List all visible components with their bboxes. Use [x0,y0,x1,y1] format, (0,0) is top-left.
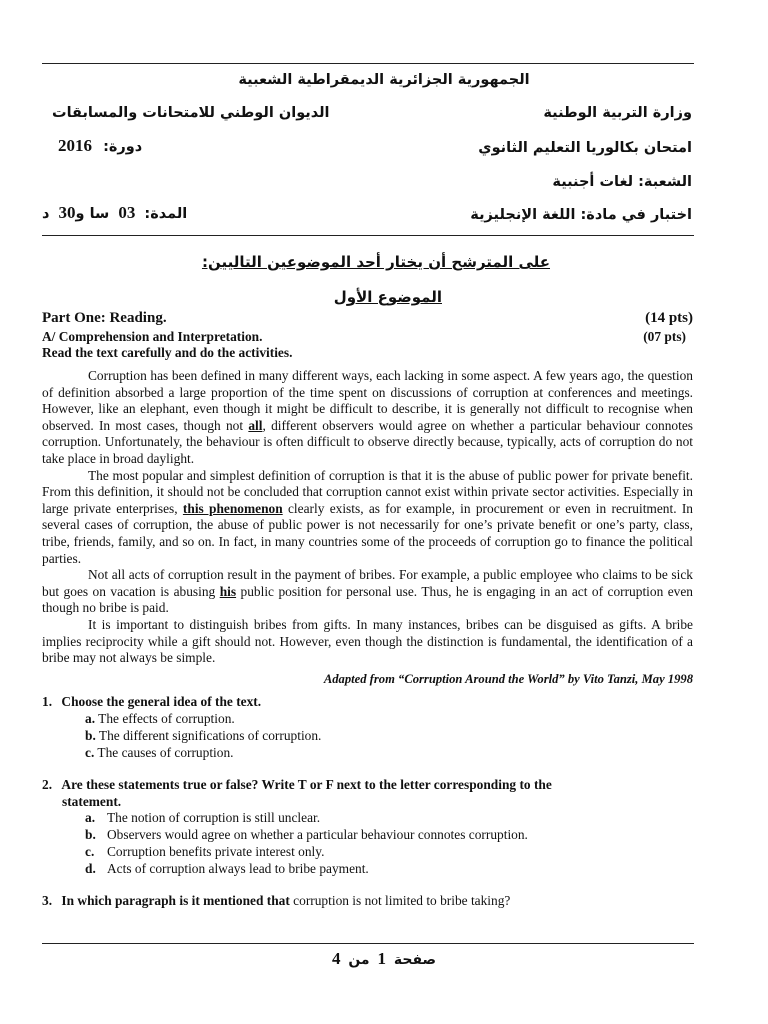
page-label: صفحة [393,952,437,968]
p2-text-a: The most popular and simplest definition of corruption is that it is the abuse of public power for private benefit. From this definition, it should not be concluded that corruption cannot exist within private sector activities. Especially in large private enterprises, [42,467,693,516]
q1-option-c [85,745,234,762]
option-letter: b. [85,728,96,743]
option-text: The different significations of corruption. [98,728,322,743]
ministry-name: وزارة التربية الوطنية [543,105,692,121]
duration-minutes: 30 [58,203,76,222]
part-one-title: Part One: Reading. [42,310,167,326]
paragraph-2 [42,468,693,568]
session-year: 2016 [58,136,92,155]
q2-text-line2: statement. [62,794,122,809]
exam-name: امتحان بكالوريا التعليم الثانوي [478,140,692,156]
question-1 [42,694,261,710]
page-total: 4 [331,949,341,968]
p1-text-b: , different observers would agree on whether a particular behaviour connotes corruption. Unfortunately, the behaviour is often difficult to observe directly because, typically, acts of corruption do not take place in broad daylight. [42,417,693,466]
option-letter: a. [85,711,96,726]
p3-text-a: Not all acts of corruption result in the payment of bribes. For example, a public employee who claims to be sick but goes on vacation is abusing [42,567,693,599]
session-label: دورة: [103,139,143,155]
option-text: Corruption benefits private interest only. [107,844,325,859]
of-label: من [348,952,370,968]
option-text: Acts of corruption always lead to bribe payment. [107,861,369,876]
duration [42,204,187,223]
q2-option-c [85,844,324,861]
option-letter: c. [85,844,95,859]
page-number: 1 [377,949,386,968]
source-citation: Adapted from “Corruption Around the World” by Vito Tanzi, May 1998 [323,672,693,686]
read-instruction: Read the text carefully and do the activities. [42,345,293,360]
q3-number: 3. [42,893,53,908]
question-2 [42,777,552,793]
subject: اختبار في مادة: اللغة الإنجليزية [470,207,692,223]
exam-office-name: الديوان الوطني للامتحانات والمسابقات [52,105,330,121]
option-letter: d. [85,861,96,876]
p2-highlight-phenomenon: this phenomenon [182,500,283,516]
p1-text-a: Corruption has been defined in many different ways, each lacking in some aspect. A few years ago, the question of definition absorbed a large proportion of the time spent on discussions of corruption at conferences and meetings. However, like an elephant, even though it might be difficult to describe, it is generally not difficult to recognise when observed. In most cases, though not [42,368,693,433]
session [58,137,142,156]
q2-option-d [85,861,369,878]
header-rule [42,235,694,236]
section-a-title: A/ Comprehension and Interpretation. [42,329,263,344]
q2-option-a [85,810,320,827]
topic-title: الموضوع الأول [333,288,442,306]
paragraph-3 [42,567,693,617]
branch: الشعبة: لغات أجنبية [552,174,692,190]
q1-option-b [85,728,321,745]
p3-highlight-his: his [219,583,237,599]
duration-hours: 03 [118,203,136,222]
page-footer [0,950,768,969]
option-letter: a. [85,810,96,825]
top-rule [42,63,694,64]
paragraph-4: It is important to distinguish bribes from gifts. In many instances, bribes can be disguised as gifts. A bribe implies reciprocity while a gift should not. However, even though the distinction is fundamental, the identification of a bribe may not always be simple. [42,616,693,666]
p1-highlight-all: all [248,417,263,433]
option-text: The effects of corruption. [98,711,235,726]
part-one-points: (14 pts) [645,310,693,326]
option-text: The notion of corruption is still unclear. [107,810,321,825]
option-text: Observers would agree on whether a particular behaviour connotes corruption. [107,827,528,842]
p3-text-b: public position for personal use. Thus, he is engaging in an act of corruption even though no bribe is paid. [42,583,693,616]
republic-title: الجمهورية الجزائرية الديمقراطية الشعبية [238,72,530,88]
option-text: The causes of corruption. [97,745,234,760]
q1-number: 1. [42,694,53,709]
duration-minutes-unit: د [42,206,50,222]
duration-label: المدة: [144,206,188,222]
q2-number: 2. [42,777,53,792]
q2-option-b [85,827,528,844]
choice-instruction: على المترشح أن يختار أحد الموضوعين التاليين: [201,253,550,271]
option-letter: b. [85,827,96,842]
option-letter: c. [85,745,95,760]
section-a-points: (07 pts) [643,329,686,344]
q1-text: Choose the general idea of the text. [61,694,262,709]
q2-text-line1: Are these statements true or false? Write T or F next to the letter corresponding to the [61,777,552,792]
reading-passage [42,368,693,667]
q1-option-a [85,711,235,728]
p2-text-b: clearly exists, as for example, in procurement or even in recruitment. In several cases of corruption, the abuse of public power is not necessarily for one’s private benefit or one’s party, class, tribe, friends, family, and so on. In fact, in many countries some of the proceeds of corruption go to finance the political parties. [42,500,693,566]
q3-plain-text: corruption is not limited to bribe taking? [289,893,511,908]
question-3 [42,893,510,909]
duration-hours-unit: سا و [75,206,110,222]
q3-bold-text: In which paragraph is it mentioned that [61,893,290,908]
paragraph-1 [42,368,693,468]
bottom-rule [42,943,694,944]
